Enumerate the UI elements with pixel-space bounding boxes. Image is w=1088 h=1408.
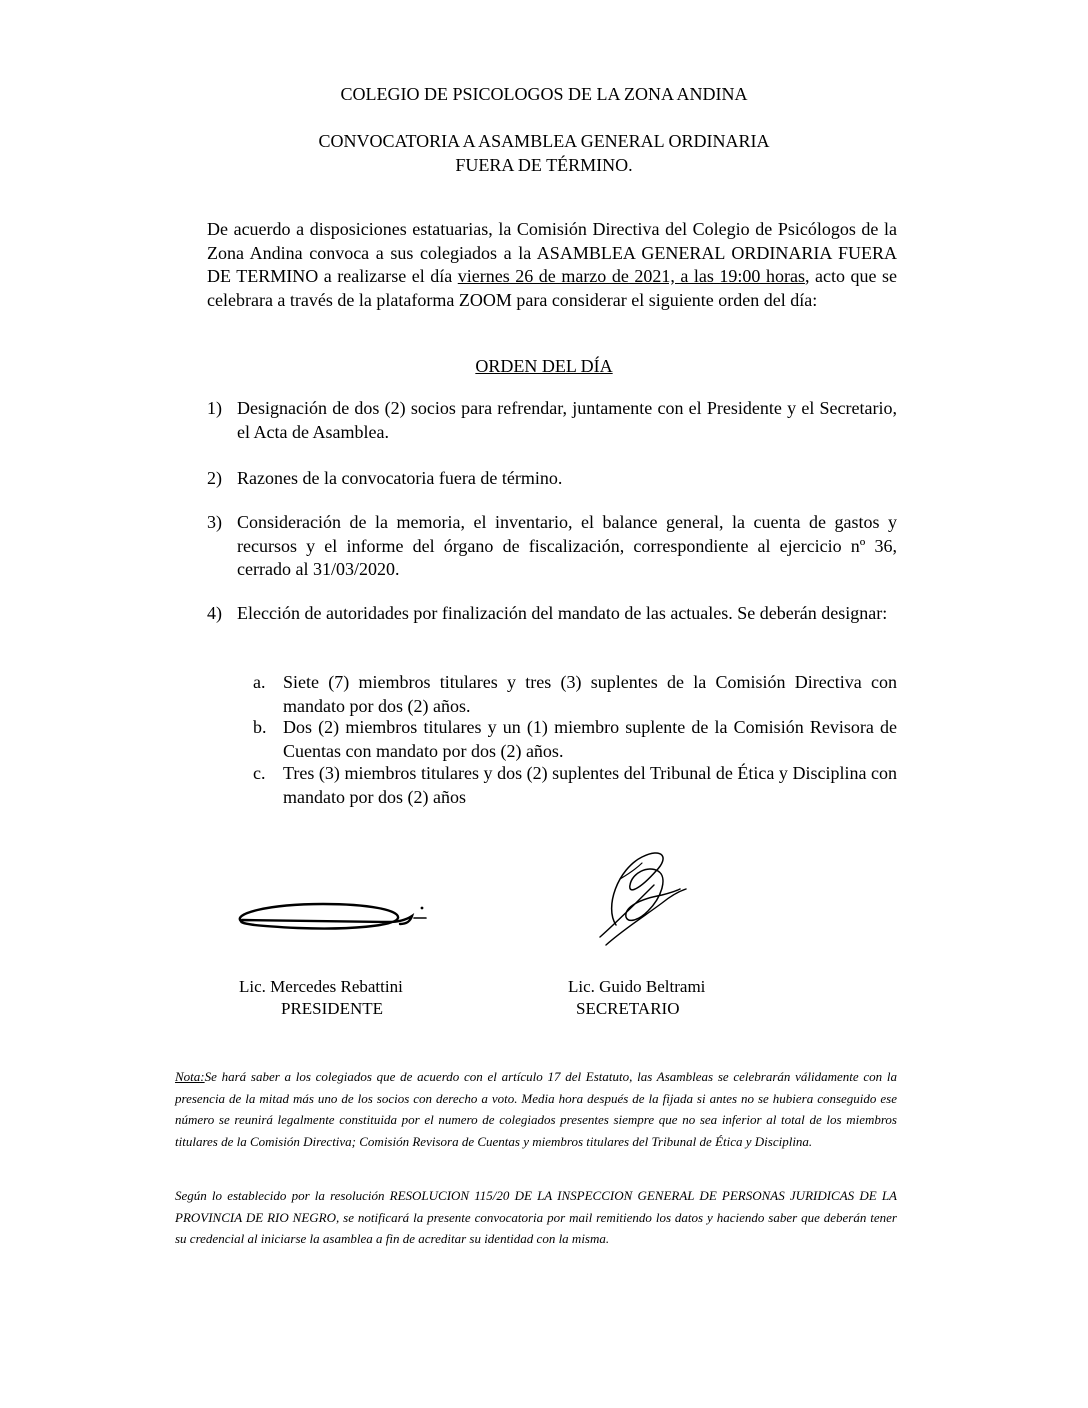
agenda-item-text: Designación de dos (2) socios para refrendar, juntamente con el Presidente y el Secretario, el Acta de Asamblea. — [237, 398, 897, 442]
agenda-subitem-letter: b. — [253, 717, 267, 737]
secretary-signature — [590, 845, 690, 950]
agenda-item — [207, 602, 897, 626]
agenda-subitem-text: Tres (3) miembros titulares y dos (2) suplentes del Tribunal de Ética y Disciplina con mandato por dos (2) años — [283, 763, 897, 807]
resolution-note: Según lo establecido por la resolución RESOLUCION 115/20 DE LA INSPECCION GENERAL DE PERSONAS JURIDICAS DE LA PROVINCIA DE RIO NEGRO, se notificará la presente convocatoria por mail remitiendo los datos y haciendo saber que deberán tener su credencial al iniciarse la asamblea a fin de acreditar su identidad con la misma. — [175, 1188, 897, 1246]
president-name: Lic. Mercedes Rebattini — [239, 977, 403, 996]
agenda-subitem — [253, 716, 897, 763]
agenda-item-number: 2) — [207, 468, 222, 488]
intro-paragraph — [207, 218, 897, 312]
note-text: Se hará saber a los colegiados que de acuerdo con el artículo 17 del Estatuto, las Asambleas se celebrarán válidamente con la presencia de la mitad más uno de los socios con derecho a voto. Media hora después de la fijada si antes no se hubiera conseguido ese número se reunirá legalmente constituida por el numero de colegiados presentes siempre que no sea inferior al total de los miembros titulares de la Comisión Directiva; Comisión Revisora de Cuentas y miembros titulares del Tribunal de Ética y Disciplina. — [175, 1069, 897, 1149]
note-label: Nota: — [175, 1069, 205, 1084]
agenda-item-number: 4) — [207, 603, 222, 623]
agenda-item-text: Razones de la convocatoria fuera de término. — [237, 468, 563, 488]
agenda-item-number: 3) — [207, 512, 222, 532]
president-role: PRESIDENTE — [281, 999, 383, 1018]
document-title-line1: CONVOCATORIA A ASAMBLEA GENERAL ORDINARIA — [318, 131, 770, 151]
intro-text-after: , acto que se celebrara a través de la plataforma ZOOM para considerar el siguiente orden del día: — [207, 266, 898, 310]
agenda-subitem-text: Dos (2) miembros titulares y un (1) miembro suplente de la Comisión Revisora de Cuentas con mandato por dos (2) años. — [283, 717, 897, 761]
secretary-name: Lic. Guido Beltrami — [568, 977, 706, 996]
agenda-subitem-letter: c. — [253, 763, 266, 783]
agenda-item — [207, 511, 897, 582]
agenda-subitem — [253, 671, 897, 718]
agenda-item — [207, 397, 897, 444]
secretary-role: SECRETARIO — [576, 999, 680, 1018]
assembly-quorum-note — [175, 1066, 897, 1152]
intro-text-before: De acuerdo a disposiciones estatuarias, la Comisión Directiva del Colegio de Psicólogos de la Zona Andina convoca a sus colegiados a la ASAMBLEA GENERAL ORDINARIA FUERA DE TERMINO a realizarse el día — [207, 219, 897, 286]
agenda-subitem — [253, 762, 897, 809]
agenda-subitem-letter: a. — [253, 672, 266, 692]
agenda-item — [207, 467, 897, 491]
agenda-item-text: Elección de autoridades por finalización del mandato de las actuales. Se deberán designar: — [237, 603, 888, 623]
president-signature — [228, 892, 443, 940]
meeting-date: viernes 26 de marzo de 2021, a las 19:00 horas — [457, 266, 805, 286]
document-title-line2: FUERA DE TÉRMINO. — [455, 155, 633, 175]
agenda-subitem-text: Siete (7) miembros titulares y tres (3) suplentes de la Comisión Directiva con mandato por dos (2) años. — [283, 672, 897, 716]
agenda-item-text: Consideración de la memoria, el inventario, el balance general, la cuenta de gastos y recursos y el informe del órgano de fiscalización, correspondiente al ejercicio nº 36, cerrado al 31/03/2020. — [237, 512, 897, 579]
institution-name: COLEGIO DE PSICOLOGOS DE LA ZONA ANDINA — [340, 84, 748, 104]
agenda-title: ORDEN DEL DÍA — [475, 356, 613, 376]
agenda-item-number: 1) — [207, 398, 222, 418]
